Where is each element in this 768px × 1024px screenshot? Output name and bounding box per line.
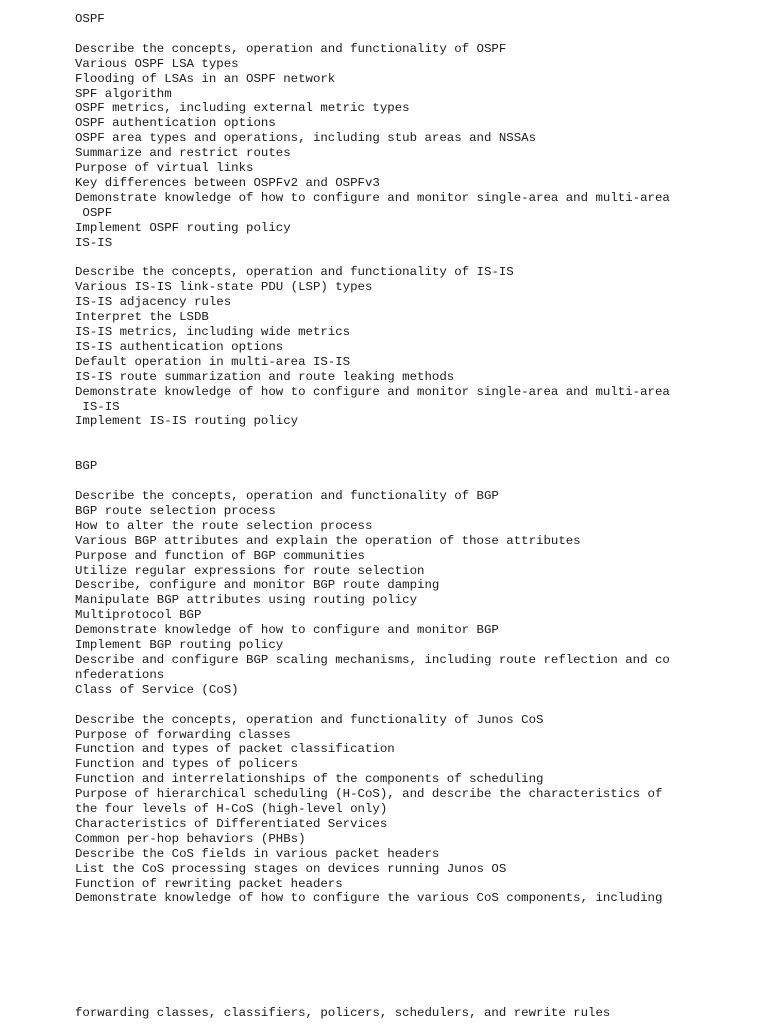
text-line: Describe the concepts, operation and functionality of Junos CoS bbox=[75, 712, 544, 727]
text-line: Common per-hop behaviors (PHBs) bbox=[75, 831, 306, 846]
text-line: OSPF bbox=[75, 205, 113, 220]
text-line: Describe and configure BGP scaling mechanisms, including route reflection and co bbox=[75, 652, 670, 667]
text-line: Demonstrate knowledge of how to configure and monitor BGP bbox=[75, 623, 499, 638]
text-line: Default operation in multi-area IS-IS bbox=[75, 354, 351, 369]
text-line: Function and interrelationships of the components of scheduling bbox=[75, 772, 544, 787]
text-line: Key differences between OSPFv2 and OSPFv3 bbox=[75, 175, 380, 190]
text-line: Function of rewriting packet headers bbox=[75, 876, 343, 891]
text-line: OSPF metrics, including external metric types bbox=[75, 101, 410, 116]
text-line: Purpose of hierarchical scheduling (H-CoS), and describe the characteristics of bbox=[75, 787, 663, 802]
text-line: Flooding of LSAs in an OSPF network bbox=[75, 71, 336, 86]
text-line: Demonstrate knowledge of how to configure and monitor single-area and multi-area bbox=[75, 384, 670, 399]
document-body bbox=[75, 12, 670, 906]
text-line: IS-IS metrics, including wide metrics bbox=[75, 325, 351, 340]
text-line: Describe the concepts, operation and functionality of BGP bbox=[75, 489, 499, 503]
text-line: OSPF area types and operations, including stub areas and NSSAs bbox=[75, 131, 537, 146]
text-line: IS-IS bbox=[75, 235, 113, 250]
text-line: Describe, configure and monitor BGP route damping bbox=[75, 578, 440, 593]
text-line: Manipulate BGP attributes using routing policy bbox=[75, 593, 418, 608]
text-line: Function and types of policers bbox=[75, 757, 299, 772]
text-line: Characteristics of Differentiated Services bbox=[75, 816, 388, 831]
text-line: BGP route selection process bbox=[75, 503, 276, 518]
text-line: Demonstrate knowledge of how to configure and monitor single-area and multi-area bbox=[75, 190, 670, 205]
text-line: Interpret the LSDB bbox=[75, 310, 209, 325]
text-line: Purpose of virtual links bbox=[75, 161, 254, 176]
text-line: the four levels of H-CoS (high-level only) bbox=[75, 802, 388, 817]
text-line: Describe the concepts, operation and functionality of OSPF bbox=[75, 41, 507, 56]
text-line: IS-IS route summarization and route leaking methods bbox=[75, 369, 455, 384]
text-line: Describe the concepts, operation and functionality of IS-IS bbox=[75, 265, 514, 280]
text-line: Purpose and function of BGP communities bbox=[75, 548, 365, 563]
text-line: IS-IS adjacency rules bbox=[75, 295, 232, 310]
text-line: Various BGP attributes and explain the operation of those attributes bbox=[75, 533, 581, 548]
text-line: SPF algorithm bbox=[75, 86, 172, 101]
text-line: nfederations bbox=[75, 667, 165, 682]
text-line: Implement OSPF routing policy bbox=[75, 220, 291, 235]
text-line: How to alter the route selection process bbox=[75, 518, 373, 533]
text-line: IS-IS authentication options bbox=[75, 339, 284, 354]
text-line: OSPF bbox=[75, 12, 105, 26]
text-line: OSPF authentication options bbox=[75, 116, 276, 131]
text-line: Implement IS-IS routing policy bbox=[75, 414, 299, 429]
text-line: Utilize regular expressions for route selection bbox=[75, 563, 425, 578]
text-line: BGP bbox=[75, 459, 98, 474]
document-tail-line: forwarding classes, classifiers, policers, schedulers, and rewrite rules bbox=[75, 1006, 611, 1020]
text-line: Function and types of packet classification bbox=[75, 742, 395, 757]
text-line: Purpose of forwarding classes bbox=[75, 727, 291, 742]
text-line: Demonstrate knowledge of how to configure the various CoS components, including bbox=[75, 891, 663, 906]
text-line: Summarize and restrict routes bbox=[75, 146, 291, 161]
text-line: Class of Service (CoS) bbox=[75, 682, 239, 697]
text-line: Implement BGP routing policy bbox=[75, 638, 284, 653]
text-line: Multiprotocol BGP bbox=[75, 608, 202, 623]
text-line: Various IS-IS link-state PDU (LSP) types bbox=[75, 280, 373, 295]
text-line: Various OSPF LSA types bbox=[75, 56, 239, 71]
text-line: Describe the CoS fields in various packet headers bbox=[75, 846, 440, 861]
text-line: IS-IS bbox=[75, 399, 120, 414]
text-line: List the CoS processing stages on devices running Junos OS bbox=[75, 861, 507, 876]
